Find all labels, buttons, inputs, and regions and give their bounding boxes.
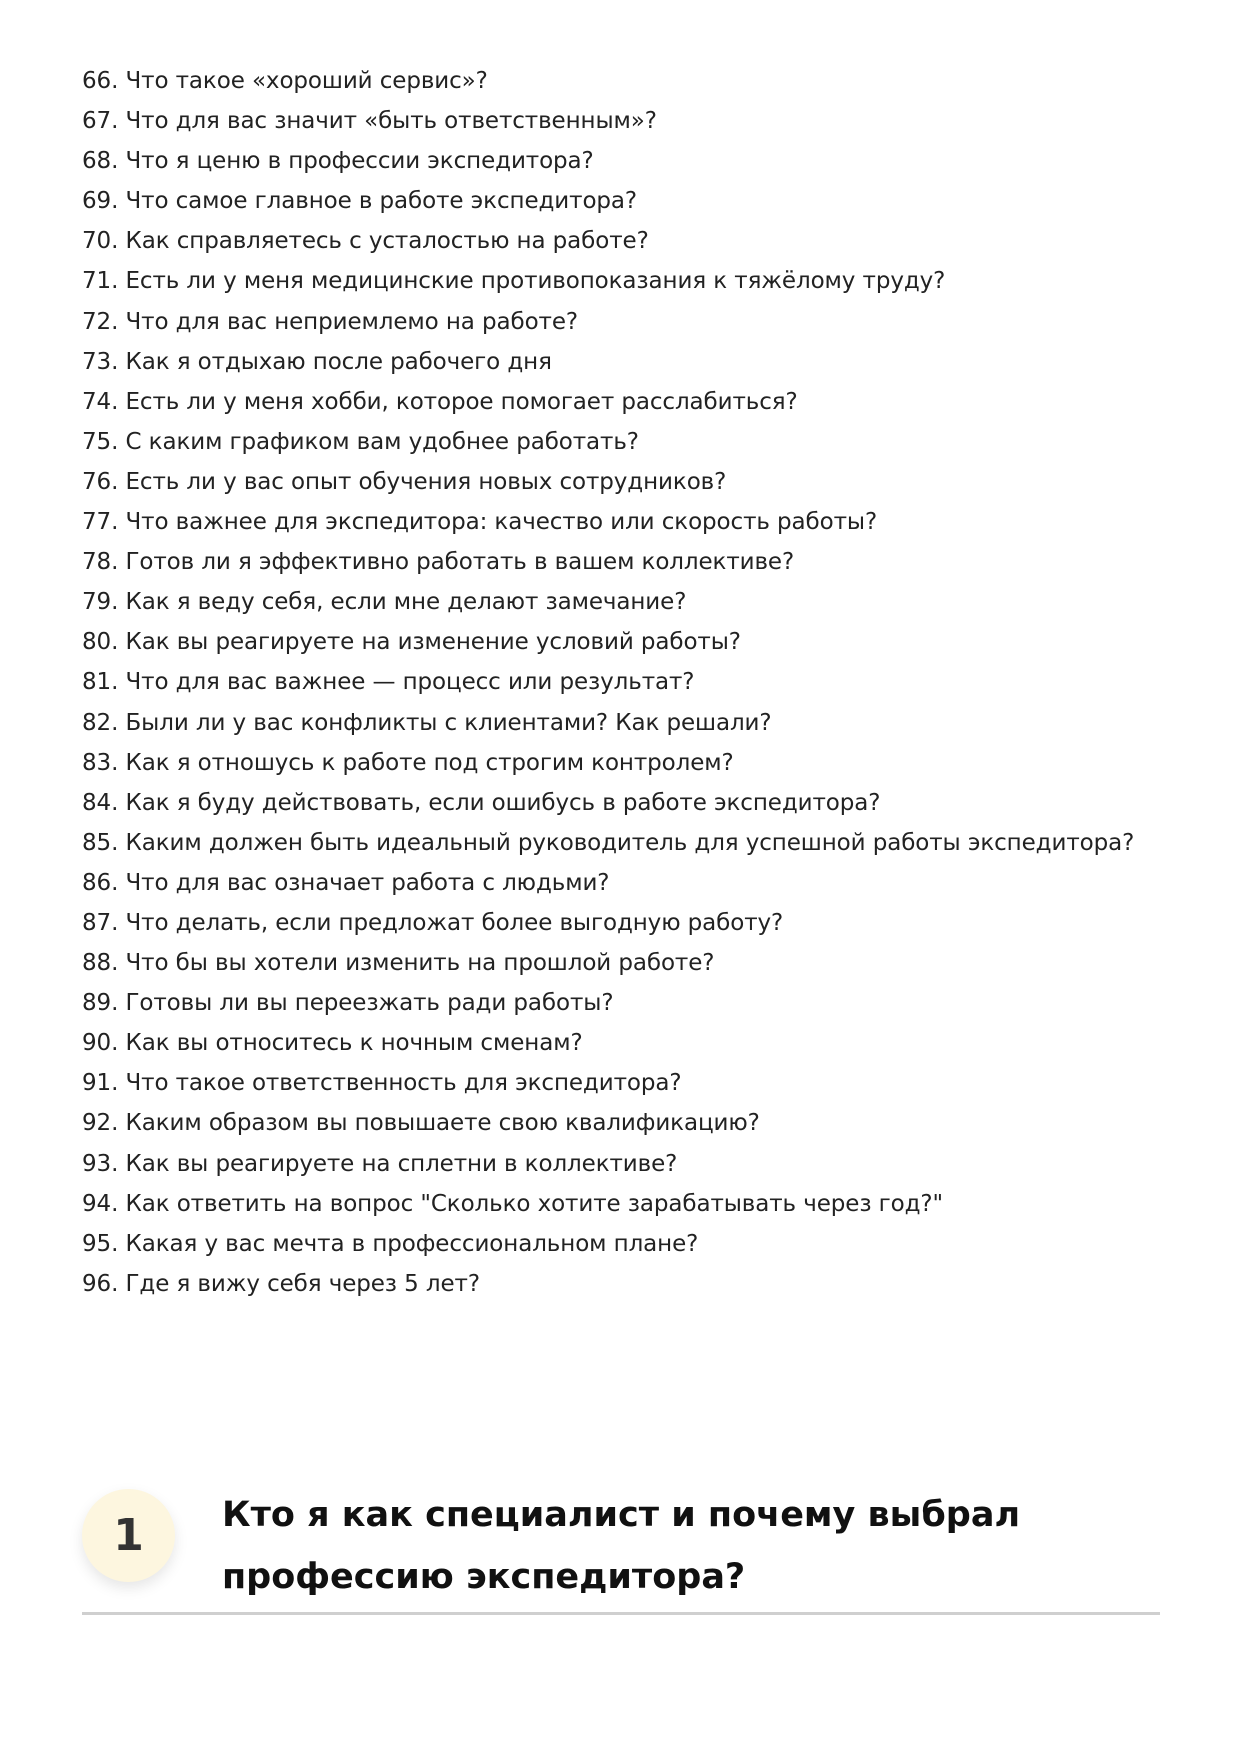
section-title: Кто я как специалист и почему выбрал профессию экспедитора?	[222, 1495, 1021, 1597]
question-item: 74. Есть ли у меня хобби, которое помогает расслабиться?	[82, 388, 798, 415]
question-item: 84. Как я буду действовать, если ошибусь в работе экспедитора?	[82, 789, 881, 816]
question-item: 73. Как я отдыхаю после рабочего дня	[82, 348, 552, 375]
question-item: 93. Как вы реагируете на сплетни в коллективе?	[82, 1150, 678, 1177]
question-list	[82, 61, 1142, 1304]
question-item: 67. Что для вас значит «быть ответственным»?	[82, 108, 657, 135]
question-item: 87. Что делать, если предложат более выгодную работу?	[82, 909, 784, 936]
question-item: 91. Что такое ответственность для экспедитора?	[82, 1070, 682, 1097]
question-item: 76. Есть ли у вас опыт обучения новых сотрудников?	[82, 468, 727, 495]
question-item: 88. Что бы вы хотели изменить на прошлой работе?	[82, 950, 715, 977]
question-item: 79. Как я веду себя, если мне делают замечание?	[82, 589, 687, 616]
question-item: 82. Были ли у вас конфликты с клиентами? Как решали?	[82, 709, 772, 736]
question-item: 92. Каким образом вы повышаете свою квалификацию?	[82, 1110, 760, 1137]
question-item: 89. Готовы ли вы переезжать ради работы?	[82, 990, 614, 1017]
question-item: 72. Что для вас неприемлемо на работе?	[82, 308, 579, 335]
question-item: 75. С каким графиком вам удобнее работать?	[82, 428, 639, 455]
question-item: 71. Есть ли у меня медицинские противопоказания к тяжёлому труду?	[82, 268, 946, 295]
question-item: 95. Какая у вас мечта в профессиональном плане?	[82, 1230, 699, 1257]
question-item: 80. Как вы реагируете на изменение условий работы?	[82, 629, 741, 656]
question-item: 86. Что для вас означает работа с людьми?	[82, 869, 610, 896]
question-item: 96. Где я вижу себя через 5 лет?	[82, 1270, 480, 1297]
question-item: 85. Каким должен быть идеальный руководитель для успешной работы экспедитора?	[82, 829, 1135, 856]
question-item: 77. Что важнее для экспедитора: качество или скорость работы?	[82, 509, 878, 536]
question-item: 90. Как вы относитесь к ночным сменам?	[82, 1030, 583, 1057]
question-item: 94. Как ответить на вопрос "Сколько хотите зарабатывать через год?"	[82, 1190, 944, 1217]
section-heading	[82, 1466, 1160, 1615]
question-item: 83. Как я отношусь к работе под строгим контролем?	[82, 749, 734, 776]
question-item: 81. Что для вас важнее — процесс или результат?	[82, 669, 695, 696]
question-item: 66. Что такое «хороший сервис»?	[82, 68, 488, 94]
section-number-badge: 1	[82, 1489, 175, 1582]
question-item: 69. Что самое главное в работе экспедитора?	[82, 188, 638, 215]
question-item: 70. Как справляетесь с усталостью на работе?	[82, 228, 649, 255]
question-item: 68. Что я ценю в профессии экспедитора?	[82, 148, 594, 175]
question-item: 78. Готов ли я эффективно работать в вашем коллективе?	[82, 549, 795, 576]
